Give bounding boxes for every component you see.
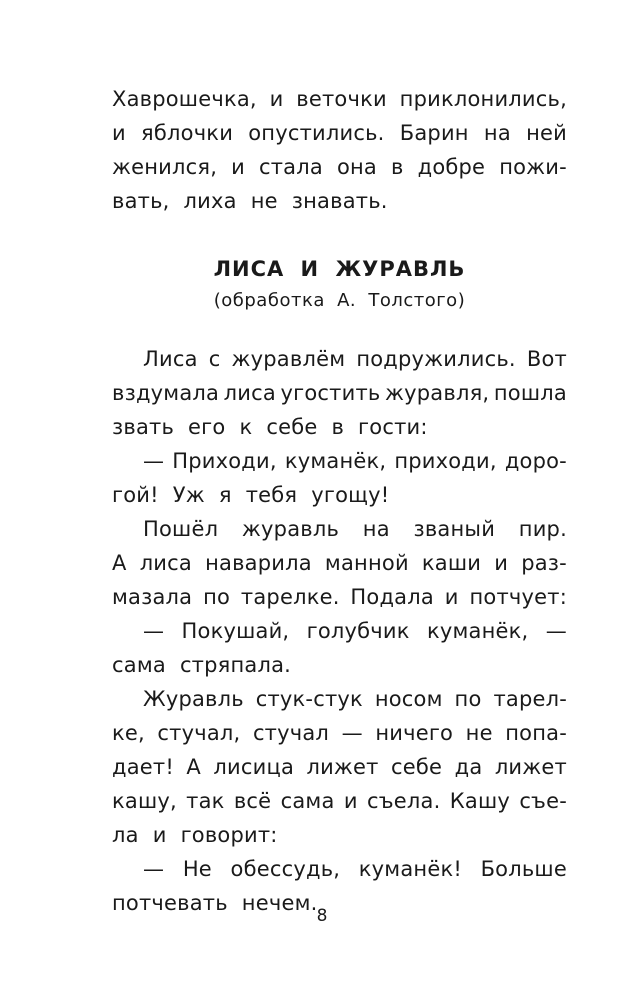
story-heading xyxy=(112,252,567,318)
text-line: Хаврошечка, и веточки приклонились, xyxy=(112,87,567,111)
text-line: ла и говорит: xyxy=(112,823,278,847)
story-text xyxy=(112,342,567,920)
story-subtitle: (обработка А. Толстого) xyxy=(213,290,466,311)
text-line: Пошёл журавль на званый пир. xyxy=(143,517,567,541)
text-line: — Покушай, голубчик куманёк, — xyxy=(143,619,567,643)
text-line: Лиса с журавлём подружились. Вот xyxy=(143,347,567,371)
text-line: — Не обессудь, куманёк! Больше xyxy=(143,857,567,881)
page-body xyxy=(112,82,567,920)
text-line: — Приходи, куманёк, приходи, доро- xyxy=(143,449,567,473)
story-title: ЛИСА И ЖУРАВЛЬ xyxy=(213,257,466,281)
text-line: вздумала лиса угостить журавля, пошла xyxy=(112,381,567,405)
text-line: мазала по тарелке. Подала и потчует: xyxy=(112,585,567,609)
text-line: Журавль стук-стук носом по тарел- xyxy=(143,687,567,711)
text-line: кашу, так всё сама и съела. Кашу съе- xyxy=(112,789,567,813)
page-number: 8 xyxy=(316,906,328,926)
text-line: потчевать нечем. xyxy=(112,891,318,915)
previous-story-ending xyxy=(112,82,567,218)
text-line: дает! А лисица лижет себе да лижет xyxy=(112,755,567,779)
text-line: и яблочки опустились. Барин на ней xyxy=(112,121,567,145)
text-line: женился, и стала она в добре пожи- xyxy=(112,155,567,179)
text-line: А лиса наварила манной каши и раз- xyxy=(112,551,567,575)
text-line: вать, лиха не знавать. xyxy=(112,189,388,213)
text-line: сама стряпала. xyxy=(112,653,292,677)
text-line: звать его к себе в гости: xyxy=(112,415,428,439)
text-line: ке, стучал, стучал — ничего не попа- xyxy=(112,721,567,745)
text-line: гой! Уж я тебя угощу! xyxy=(112,483,390,507)
